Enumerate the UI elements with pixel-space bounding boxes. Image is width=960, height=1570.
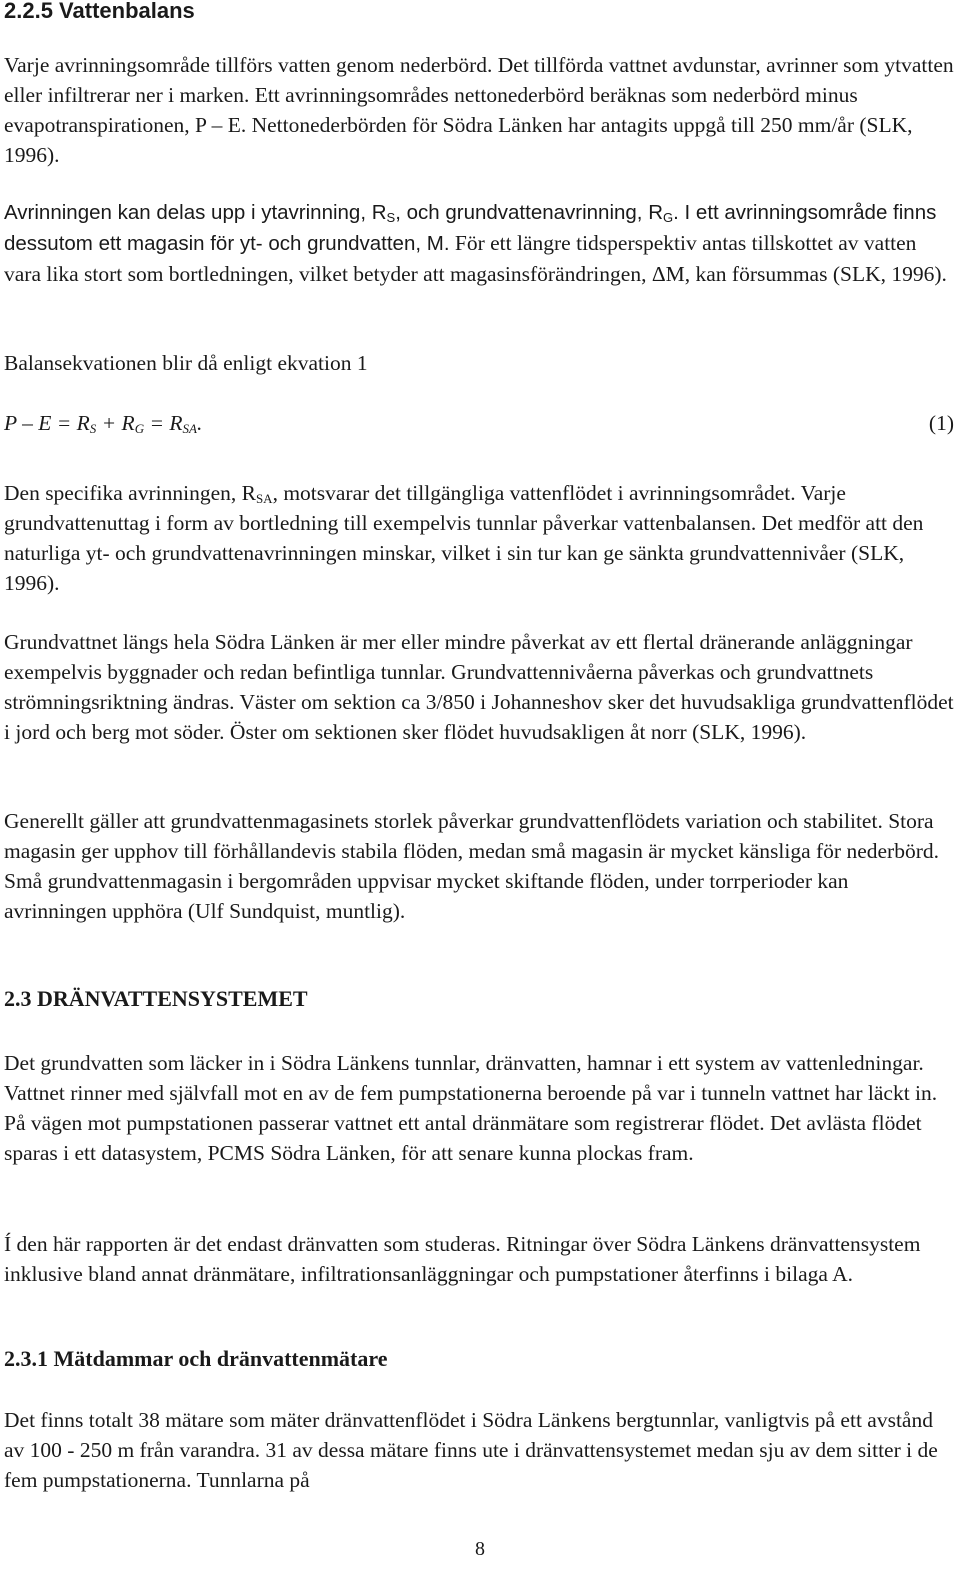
runoff-sub-g: G xyxy=(663,210,674,225)
section-heading-2-3-1: 2.3.1 Mätdammar och dränvattenmätare xyxy=(4,1346,388,1371)
paragraph-drainage-system: Det grundvatten som läcker in i Södra Länkens tunnlar, dränvatten, hamnar i ett system av vattenledningar. Vattnet rinner med självfall mot en av de fem pumpstationerna beroende på var i tunneln vattnet har läckt in. På vägen mot pumpstationen passerar vattnet ett antal dränmätare som registrerar flödet. Det avlästa flödet sparas i ett datasystem, PCMS Södra Länken, för att senare kunna plockas fram. xyxy=(4,1051,938,1165)
runoff-text-d: För ett längre tidsperspektiv antas tillskottet av vatten vara lika stort som bortledningen, vilket betyder att magasinsförändringen, ΔM, kan försummas (SLK, 1996). xyxy=(4,231,947,286)
specific-runoff-text-a: Den specifika avrinningen, R xyxy=(4,481,256,505)
eq-part-eq2: = R xyxy=(144,411,183,435)
equation-number: (1) xyxy=(928,411,954,435)
eq-sub-g: G xyxy=(134,421,145,436)
eq-sub-s: S xyxy=(89,421,97,436)
paragraph-groundwater-south-link: Grundvattnet längs hela Södra Länken är mer eller mindre påverkat av ett flertal dränerande anläggningar exempelvis byggnader och redan befintliga tunnlar. Grundvattennivåerna påverkas och grundvattnets strömningsriktning ändras. Väster om sektion ca 3/850 i Johanneshov sker det huvudsakliga grundvattenflödet i jord och berg mot söder. Öster om sektionen sker flödet huvudsakligen åt norr (SLK, 1996). xyxy=(4,630,954,744)
runoff-text-a: Avrinningen kan delas upp i ytavrinning, R xyxy=(4,201,387,224)
paragraph-report-scope: Í den här rapporten är det endast dränvatten som studeras. Ritningar över Södra Länkens dränvattensystem inklusive bland annat dränmätare, infiltrationsanläggningar och pumpstationer återfinns i bilaga A. xyxy=(4,1232,921,1286)
runoff-sub-s: S xyxy=(386,210,396,225)
runoff-text-c: . I ett avrinningsområde finns dessutom ett magasin för yt- och grundvatten, M. xyxy=(4,201,937,255)
section-heading-2-2-5: 2.2.5 Vattenbalans xyxy=(4,0,195,23)
section-heading-2-3: 2.3 DRÄNVATTENSYSTEMET xyxy=(4,986,308,1011)
eq-sub-sa: SA xyxy=(182,421,197,436)
paragraph-specific-runoff xyxy=(4,478,954,598)
specific-runoff-sub: SA xyxy=(255,491,273,506)
paragraph-groundwater-storage: Generellt gäller att grundvattenmagasinets storlek påverkar grundvattenflödets variation och stabilitet. Stora magasin ger upphov till förhållandevis stabila flöden, medan små magasin är mycket känsliga för nederbörd. Små grundvattenmagasin i bergområden uppvisar mycket skiftande flöden, under torrperioder kan avrinningen upphöra (Ulf Sundquist, muntlig). xyxy=(4,809,939,923)
specific-runoff-text-b: , motsvarar det tillgängliga vattenflödet i avrinningsområdet. Varje grundvattenuttag i form av bortledning till exempelvis tunnlar påverkar vattenbalansen. Det medför att den naturliga yt- och grundvattenavrinningen minskar, vilket i sin tur kan ge sänkta grundvattennivåer (SLK, 1996). xyxy=(4,481,924,595)
paragraph-water-balance-intro: Varje avrinningsområde tillförs vatten genom nederbörd. Det tillförda vattnet avdunstar, avrinner som ytvatten eller infiltrerar ner i marken. Ett avrinningsområdes nettonederbörd beräknas som nederbörd minus evapotranspirationen, P – E. Nettonederbörden för Södra Länken har antagits uppgå till 250 mm/år (SLK, 1996). xyxy=(4,53,954,167)
balance-equation xyxy=(4,408,954,438)
page-number: 8 xyxy=(475,1538,485,1560)
paragraph-runoff xyxy=(4,198,954,290)
runoff-text-b: , och grundvattenavrinning, R xyxy=(395,201,664,224)
eq-part-end: . xyxy=(196,411,203,435)
eq-part-mid: + R xyxy=(96,411,135,435)
paragraph-balance-intro: Balansekvationen blir då enligt ekvation 1 xyxy=(4,351,368,375)
paragraph-meters: Det finns totalt 38 mätare som mäter dränvattenflödet i Södra Länkens bergtunnlar, vanligtvis på ett avstånd av 100 - 250 m från varandra. 31 av dessa mätare finns ute i dränvattensystemet medan sju av dem sitter i de fem pumpstationerna. Tunnlarna på xyxy=(4,1408,938,1492)
eq-part-lhs: P – E = R xyxy=(4,411,90,435)
equation-expression xyxy=(4,408,202,438)
